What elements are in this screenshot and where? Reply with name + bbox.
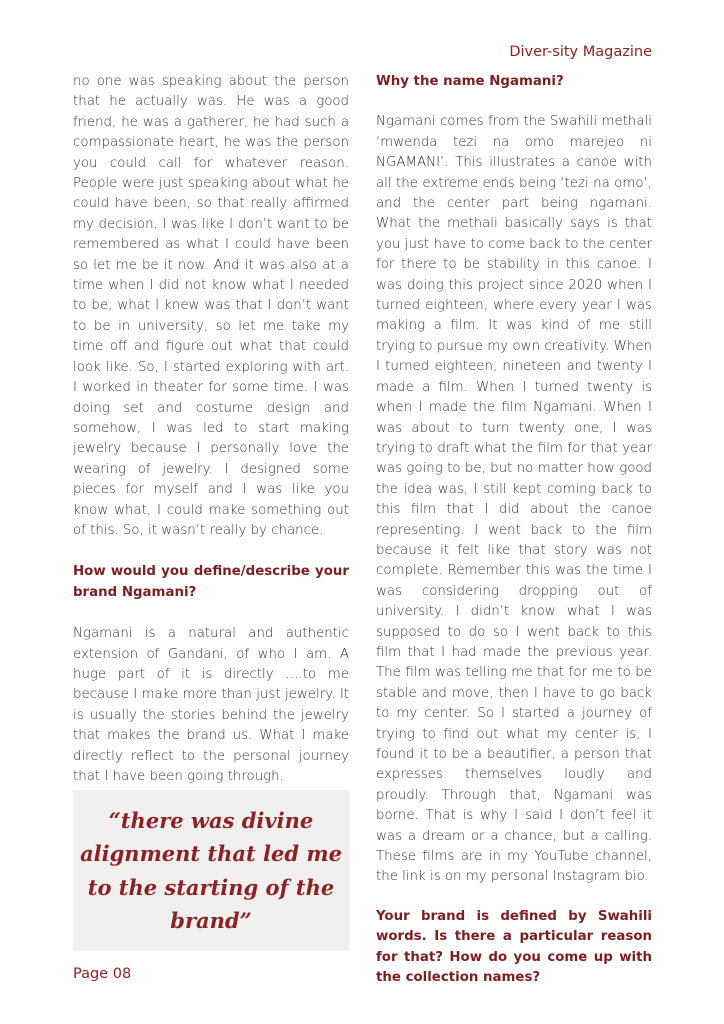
page-number: Page 08: [73, 966, 132, 982]
question-heading-brand-definition: How would you define/describe your brand Ngamani?: [73, 564, 349, 600]
right-column: [376, 72, 652, 988]
question-heading-swahili-words: Your brand is defined by Swahili words. Is there a particular reason for that? How do you come up with the collection names?: [376, 908, 652, 986]
left-paragraph-1: no one was speaking about the person that he actually was. He was a good friend, he was a gatherer, he had such a compassionate heart, he was the person you could call for whatever reason. People were just speaking about what he could have been, so that really affirmed my decision. I was like I don’t want to be remembered as what I could have been so let me be it now. And it was also at a time when I did not know what I needed to be, what I knew was that I don’t want to be in university, so let me take my time off and figure out what that could look like. So, I started exploring with art. I worked in theater for some time. I was doing set and costume design and somehow, I was led to start making jewelry because I personally love the wearing of jewelry. I designed some pieces for myself and I was like you know what, I could make something out of this. So, it wasn’t really by chance.: [73, 74, 349, 538]
right-paragraph-1: Ngamani comes from the Swahili methali ‘mwenda tezi na omo marejeo ni NGAMANI’. This illustrates a canoe with all the extreme ends being ‘tezi na omo’, and the center part being ngamani. What the methali basically says is that you just have to come back to the center for there to be stability in this canoe. I was doing this project since 2020 when I turned eighteen, where every year I was making a film. It was kind of me still trying to pursue my own creativity. When I turned eighteen, nineteen and twenty I made a film. When I turned twenty is when I made the film Ngamani. When I was about to turn twenty one, I was trying to draft what the film for that year was going to be, but no matter how good the idea was, I still kept coming back to this film that I did about the canoe representing. I went back to the film because it felt like that story was not complete. Remember this was the time I was considering dropping out of university. I didn’t know what I was supposed to do so I went back to this film that I had made the previous year. The film was telling me that for me to be stable and move, then I have to go back to my center. So I started a journey of trying to find out what my center is, I found it to be a beautifier, a person that expresses themselves loudly and proudly. Through that, Ngamani was borne. That is why I said I don’t feel it was a dream or a chance, but a calling. These films are in my YouTube channel, the link is on my personal Instagram bio.: [376, 114, 652, 885]
question-heading-brand-name: Why the name Ngamani?: [376, 74, 564, 89]
pull-quote-box: [73, 790, 349, 951]
magazine-title: Diver-sity Magazine: [509, 44, 652, 60]
pull-quote-text: “there was divine alignment that led me to the starting of the brand”: [80, 807, 342, 933]
left-paragraph-2: Ngamani is a natural and authentic extension of Gandani, of who I am. A huge part of it is directly ….to me because I make more than just jewelry. It is usually the stories behind the jewelry that makes the brand us. What I make directly reflect to the personal journey that I have been going through.: [73, 626, 349, 784]
left-column: [73, 72, 349, 787]
